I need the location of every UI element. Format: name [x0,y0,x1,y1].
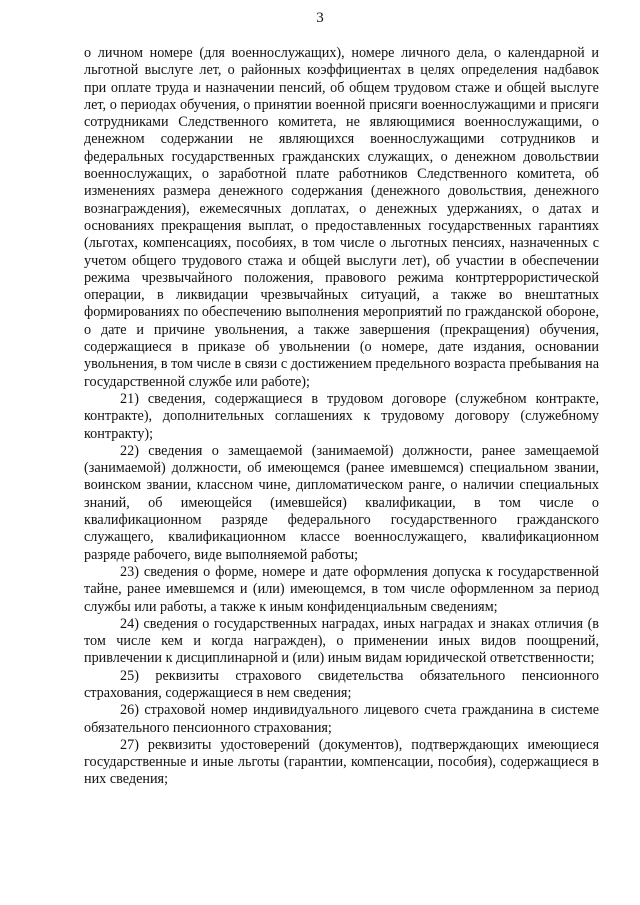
page-number: 3 [316,10,324,26]
list-item-25: 25) реквизиты страхового свидетельства обязательного пенсионного страхования, содержащиеся в нем сведения; [84,667,599,701]
list-item-23: 23) сведения о форме, номере и дате оформления допуска к государственной тайне, ранее имевшемся и (или) имеющемся, в том числе оформленном за период службы или работы, а также к иным конфиденциальным сведениям; [84,563,599,615]
list-item-27: 27) реквизиты удостоверений (документов), подтверждающих имеющиеся государственные и иные льготы (гарантии, компенсации, пособия), содержащиеся в них сведения; [84,736,599,788]
list-item-24: 24) сведения о государственных наградах, иных наградах и знаках отличия (в том числе кем и когда награжден), о применении иных видов поощрений, привлечении к дисциплинарной и (или) иным видам юридической ответственности; [84,615,599,667]
list-item-22: 22) сведения о замещаемой (занимаемой) должности, ранее замещаемой (занимаемой) должности, об имеющемся (ранее имевшемся) специальном звании, воинском звании, классном чине, дипломатическом ранге, о наличии специальных знаний, об имеющейся (имевшейся) квалификации, в том числе о квалификационном разряде федерального государственного гражданского служащего, квалификационном классе военнослужащего, квалификационном разряде рабочего, виде выполняемой работы; [84,442,599,563]
document-body [84,45,599,789]
list-item-26: 26) страховой номер индивидуального лицевого счета гражданина в системе обязательного пенсионного страхования; [84,702,599,736]
list-item-21: 21) сведения, содержащиеся в трудовом договоре (служебном контракте, контракте), дополнительных соглашениях к трудовому договору (служебному контракту); [84,390,599,442]
paragraph-continuation: о личном номере (для военнослужащих), номере личного дела, о календарной и льготной выслуге лет, о районных коэффициентах в целях определения надбавок при оплате труда и назначении пенсий, об общем трудовом стаже и общей выслуге лет, о периодах обучения, о принятии военной присяги военнослужащими и присяги сотрудниками Следственного комитета, не являющимися военнослужащими, о денежном содержании не являющихся военнослужащими сотрудников и федеральных государственных гражданских служащих, о денежном довольствии военнослужащих, о заработной плате работников Следственного комитета, об изменениях размера денежного содержания (денежного довольствия, денежного вознаграждения), ежемесячных доплатах, о денежных удержаниях, о датах и основаниях прекращения выплат, о предоставленных государственных гарантиях (льготах, компенсациях, пособиях, в том числе о льготных пенсиях, назначенных с учетом общего трудового стажа и общей выслуги лет), об участии в обеспечении режима чрезвычайного положения, правового режима контртеррористической операции, в ликвидации чрезвычайных ситуаций, а также во внештатных формированиях по обеспечению выполнения мероприятий по гражданской обороне, о дате и причине увольнения, а также завершения (прекращения) обучения, содержащиеся в приказе об увольнении (о номере, дате издания, основании увольнения, в том числе в связи с достижением предельного возраста пребывания на государственной службе или работе); [84,45,599,390]
